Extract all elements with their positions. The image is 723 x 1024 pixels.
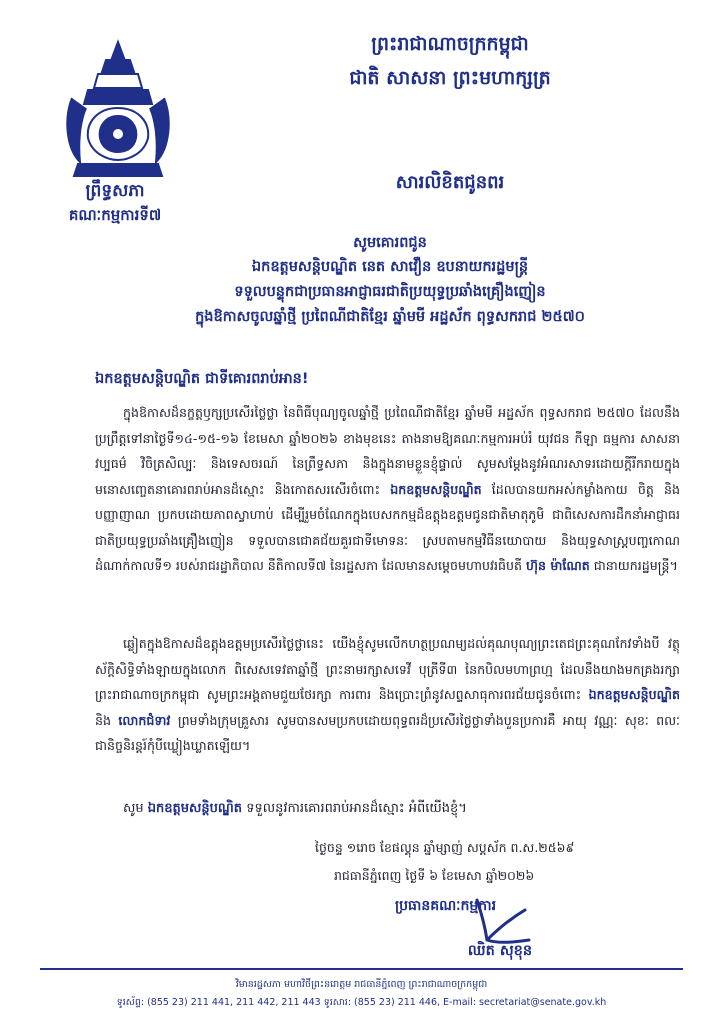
paragraph-text: និង [95, 712, 111, 728]
signer-name: ឈិត សុខុន [467, 943, 533, 959]
motto-header: ជាតិ សាសនា ព្រះមហាក្សត្រ [349, 67, 551, 89]
address-line: ទទួលបន្ទុកជាប្រធានអាជ្ញាធរជាតិប្រយុទ្ធប្រឆាំងគ្រឿងញៀន [234, 284, 546, 300]
address-line: ឯកឧត្តមសន្តិបណ្ឌិត នេត សាវឿន ឧបនាយករដ្ឋមន្ត្រី [251, 259, 529, 275]
closing-text: ទទួលនូវការគោរពរាប់អានដ៏ស្មោះ អំពីយើងខ្ញុំ។ [246, 801, 467, 816]
address-line: សូមគោរពជូន [353, 235, 427, 251]
footer-contact: ទូរស័ព្ទ: (855 23) 211 441, 211 442, 211 443 ទូរសារ: (855 23) 211 446, E-mail: secretariat@senate.gov.kh [116, 997, 607, 1008]
honorific-name: ឯកឧត្តមសន្តិបណ្ឌិត [588, 687, 680, 702]
spouse-honorific: លោកជំទាវ [118, 712, 171, 728]
body-paragraph-2 [95, 631, 680, 759]
kingdom-header: ព្រះរាជាណាចក្រកម្ពុជា [371, 33, 529, 55]
honorific-name: ឯកឧត្តមសន្តិបណ្ឌិត [390, 481, 482, 497]
paragraph-text: ជានាយករដ្ឋមន្ត្រី។ [593, 558, 678, 573]
committee-name: គណៈកម្មការទី៧ [68, 206, 162, 224]
paragraph-text: ឆ្លៀតក្នុងឱកាសដ៏ឧត្តុងឧត្តមប្រសើរថ្លៃថ្លានេះ យើងខ្ញុំសូមលើកហត្ថប្រណម្យដល់គុណបុណ្យព្រះតេជព្រះគុណកែវទាំងបី វត្ថុស័ក្តិសិទ្ធិទាំងឡាយក្នុងលោក ពិសេសទេវតាឆ្នាំថ្មី ព្រះនាមរក្សាសទេវី បុត្រីទី៣ នៃកបិលមហាព្រហ្ម ដែលនឹងយាងមកគ្រងរក្សាព្រះរាជាណាចក្រកម្ពុជា សូមព្រះអង្គតាមជួយថែរក្សា ការពារ និងប្រោះព្រំនូវសព្ទសាធុការពរជ័យជូនចំពោះ [95, 636, 680, 702]
honorific-name: ឯកឧត្តមសន្តិបណ្ឌិត [147, 801, 243, 816]
senate-name: ព្រឹទ្ធសភា [85, 181, 145, 201]
footer-divider [40, 968, 683, 970]
address-line: ក្នុងឱកាសចូលឆ្នាំថ្មី ប្រពៃណីជាតិខ្មែរ ឆ្នាំមមី អដ្ឋស័ក ពុទ្ធសករាជ ២៥៧០ [195, 309, 585, 325]
paragraph-text: ក្នុងឱកាសដ៏នក្ខត្តឫក្សប្រសើរថ្លៃថ្លា នៃពិធីបុណ្យចូលឆ្នាំថ្មី ប្រពៃណីជាតិខ្មែរ ឆ្នាំមមី អដ្ឋស័ក ពុទ្ធសករាជ ២៥៧០ ដែលនឹងប្រព្រឹត្តទៅនាថ្ងៃទី១៤-១៥-១៦ ខែមេសា ឆ្នាំ២០២៦ ខាងមុខនេះ តាងនាមឱ្យគណៈកម្មការអប់រំ យុវជន កីឡា ធម្មការ សាសនា វប្បធម៌ វិចិត្រសិល្បៈ និងទេសចរណ៍ នៃព្រឹទ្ធសភា និងក្នុងនាមខ្លួនខ្ញុំផ្ទាល់ សូមសម្តែងនូវអំណរសាទរដោយក្តីរីករាយក្នុងមនោសញ្ចេតនាគោរពរាប់អានដ៏ស្មោះ និងកោតសរសើរចំពោះ [95, 405, 680, 497]
footer-address: វិមានរដ្ឋសភា មហាវិថីព្រះនរោត្តម រាជធានីភ្នំពេញ ព្រះរាជាណាចក្រកម្ពុជា [235, 979, 488, 990]
body-paragraph-1 [95, 400, 680, 579]
closing-text: សូម [123, 801, 144, 816]
prime-minister-name: ហ៊ុន ម៉ាណែត [526, 558, 590, 573]
closing-line [123, 800, 467, 819]
royal-arms-emblem-icon [58, 38, 178, 180]
paragraph-text: ដែលបានយកអស់កម្លាំងកាយ ចិត្ត និងបញ្ញាញាណ ប្រកបដោយភាពស្វាហាប់ ដើម្បីរួមចំណែកក្នុងបេសកកម្មដ៏ឧត្តុងឧត្តមជូនជាតិមាតុភូមិ ជាពិសេសការដឹកនាំអាជ្ញាធរជាតិប្រយុទ្ធប្រឆាំងគ្រឿងញៀន ទទួលបានជោគជ័យគួរជាទីមោទនៈ ស្របតាមកម្មវិធីនយោបាយ និងយុទ្ធសាស្ត្របញ្ចកោណ ដំណាក់កាលទី១ របស់រាជរដ្ឋាភិបាល នីតិកាលទី៧ នៃរដ្ឋសភា ដែលមានសម្តេចមហាបវរធិបតី [95, 481, 680, 573]
signer-title: ប្រធានគណៈកម្មការ [395, 898, 497, 914]
solar-date: រាជធានីភ្នំពេញ ថ្ងៃទី ៦ ខែមេសា ឆ្នាំ២០២៦ [334, 868, 535, 883]
lunar-date: ថ្ងៃចន្ទ ១រោច ខែផល្គុន ឆ្នាំម្សាញ់ សប្តស័ក ព.ស.២៥៦៩ [315, 840, 575, 855]
paragraph-text: ព្រមទាំងក្រុមគ្រួសារ សូមបានសមប្រកបដោយពុទ្ធពរដ៏ប្រសើរថ្លៃថ្លាទាំងបួនប្រការគឺ អាយុ វណ្ណៈ សុខៈ ពលៈ ជានិច្ចនិរន្តរ៍កុំបីឃ្លៀងឃ្លាតឡើយ។ [95, 712, 680, 753]
document-title: សារលិខិតជូនពរ [395, 172, 505, 193]
salutation: ឯកឧត្តមសន្តិបណ្ឌិត ជាទីគោរពរាប់អាន! [95, 371, 309, 387]
